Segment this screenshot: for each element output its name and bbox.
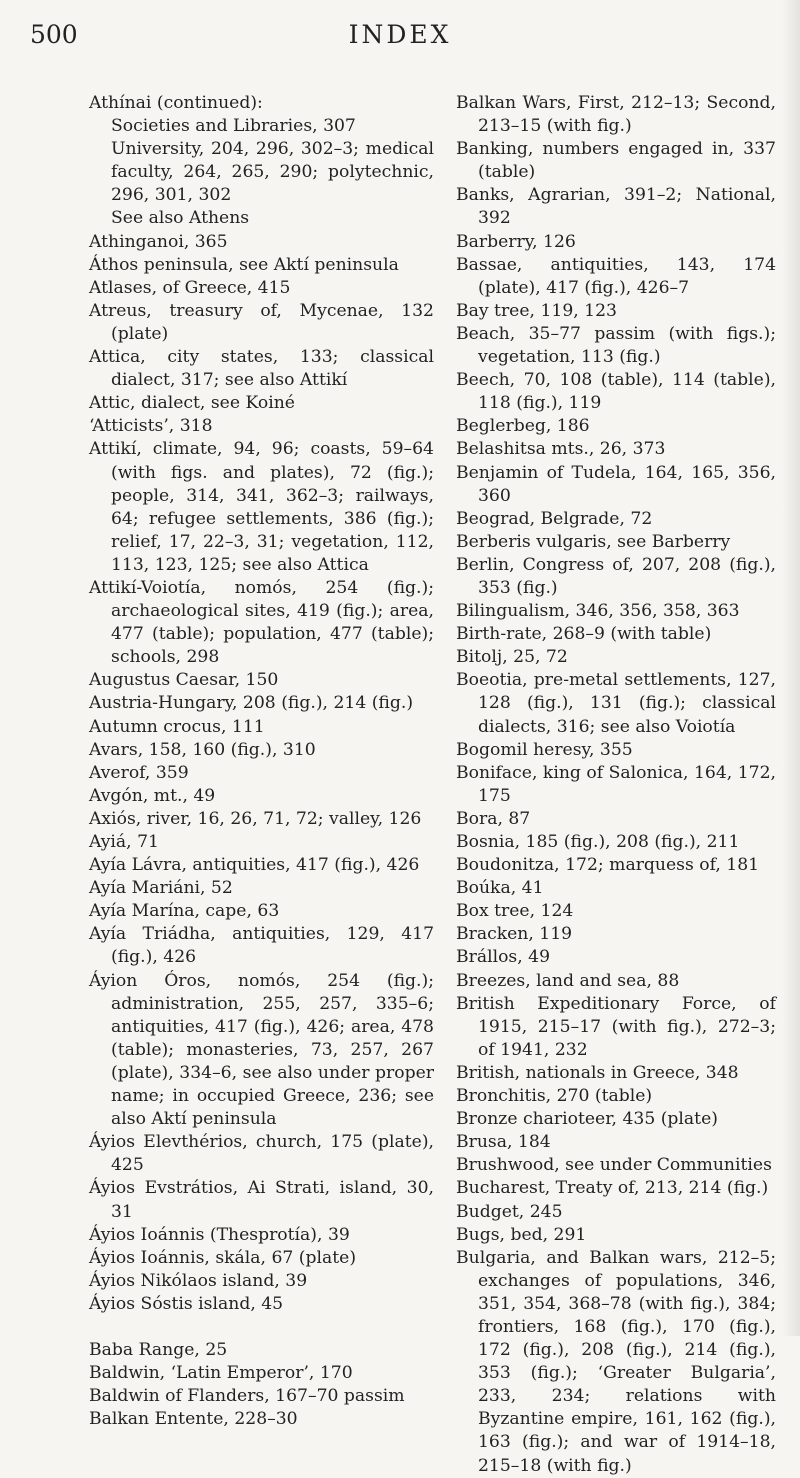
index-entry: Ayía Mariáni, 52 (89, 878, 233, 899)
index-entry: Áyion Óros, nomós, 254 (fig.); administration, 255, 257, 335–6; antiquities, 417 (fig.), 426; area, 478 (table); monasteries, 73, 257, 267 (plate), 334–6, see also under proper name; in occupied Greece, 236; see also Aktí peninsula (89, 970, 434, 1130)
index-entry: Bugs, bed, 291 (456, 1224, 587, 1245)
index-entry: Avars, 158, 160 (fig.), 310 (89, 739, 316, 760)
index-entry: Baldwin, ‘Latin Emperor’, 170 (89, 1363, 353, 1384)
index-entry: Bracken, 119 (456, 924, 573, 945)
index-entry: Bronchitis, 270 (table) (456, 1086, 653, 1107)
index-entry: Bosnia, 185 (fig.), 208 (fig.), 211 (456, 832, 740, 852)
index-entry: Áthos peninsula, see Aktí peninsula (89, 254, 399, 275)
page-number: 500 (30, 20, 78, 49)
index-entry: Atlases, of Greece, 415 (89, 277, 291, 298)
index-entry: Beglerbeg, 186 (456, 416, 590, 437)
index-entry: Balkan Wars, First, 212–13; Second, 213–15 (with fig.) (456, 93, 776, 137)
index-entry: Brállos, 49 (456, 947, 551, 968)
index-entry: Bitolj, 25, 72 (456, 647, 568, 668)
index-entry: Box tree, 124 (456, 901, 574, 922)
index-entry: Athinganoi, 365 (89, 231, 228, 252)
index-entry: Áyios Nikólaos island, 39 (89, 1270, 308, 1291)
index-entry: Boeotia, pre-metal settlements, 127, 128 (fig.), 131 (fig.); classical dialects, 316; see also Voiotía (456, 670, 776, 737)
index-entry: Boniface, king of Salonica, 164, 172, 175 (456, 762, 776, 806)
index-entry: Bronze charioteer, 435 (plate) (456, 1109, 718, 1130)
index-entry: Brushwood, see under Communities (456, 1155, 772, 1176)
index-entry: Beech, 70, 108 (table), 114 (table), 118 (fig.), 119 (456, 370, 776, 414)
index-entry: Ayía Lávra, antiquities, 417 (fig.), 426 (89, 855, 420, 876)
index-entry: Bilingualism, 346, 356, 358, 363 (456, 601, 740, 622)
index-entry: Axiós, river, 16, 26, 71, 72; valley, 126 (89, 808, 422, 829)
index-entry: Budget, 245 (456, 1201, 563, 1222)
index-entry: Athínai (continued): (89, 93, 263, 113)
index-entry: Atreus, treasury of, Mycenae, 132 (plate) (89, 300, 434, 344)
page-title: INDEX (348, 20, 452, 49)
index-entry: Ayiá, 71 (89, 832, 159, 852)
index-entry: Bulgaria, and Balkan wars, 212–5; exchanges of populations, 346, 351, 354, 368–78 (with fig.), 384; frontiers, 168 (fig.), 170 (fig.), 172 (fig.), 208 (fig.), 214 (fig.), 353 (fig.); ‘Greater Bulgaria’, 233, 234; relations with Byzantine empire, 161, 162 (fig.), 163 (fig.); and war of 1914–18, 215–18 (with fig.) (456, 1247, 776, 1476)
index-entry: British, nationals in Greece, 348 (456, 1062, 739, 1083)
page-edge-shadow (782, 0, 800, 1336)
index-entry: Avgón, mt., 49 (89, 785, 216, 806)
index-entry: Berlin, Congress of, 207, 208 (fig.), 353 (fig.) (456, 554, 776, 598)
index-entry: Augustus Caesar, 150 (89, 670, 279, 691)
index-entry: Áyios Ioánnis, skála, 67 (plate) (89, 1247, 357, 1268)
index-entry: Bassae, antiquities, 143, 174 (plate), 417 (fig.), 426–7 (456, 254, 776, 298)
index-entry: Bora, 87 (456, 808, 531, 829)
index-entry: Banking, numbers engaged in, 337 (table) (456, 139, 776, 183)
index-entry: ‘Atticists’, 318 (89, 416, 213, 437)
index-entry: Averof, 359 (89, 762, 189, 783)
index-entry: Balkan Entente, 228–30 (89, 1409, 298, 1430)
index-entry: Boudonitza, 172; marquess of, 181 (456, 855, 760, 876)
index-entry: Boúka, 41 (456, 878, 544, 899)
index-entry: Baba Range, 25 (89, 1339, 228, 1360)
index-entry: Baldwin of Flanders, 167–70 passim (89, 1386, 405, 1407)
index-entry: Attikí-Voiotía, nomós, 254 (fig.); archaeological sites, 419 (fig.); area, 477 (table); population, 477 (table); schools, 298 (89, 577, 434, 668)
index-subentry: Societies and Libraries, 307 (111, 116, 356, 137)
index-entry: Attic, dialect, see Koiné (89, 393, 295, 414)
index-entry: Brusa, 184 (456, 1132, 551, 1153)
index-entry: Birth-rate, 268–9 (with table) (456, 624, 712, 645)
index-entry: Beograd, Belgrade, 72 (456, 508, 653, 529)
index-entry: Áyios Evstrátios, Ai Strati, island, 30, 31 (89, 1178, 434, 1222)
index-entry: Áyios Elevthérios, church, 175 (plate), 425 (89, 1132, 434, 1176)
index-entry: Breezes, land and sea, 88 (456, 970, 680, 991)
index-entry: Banks, Agrarian, 391–2; National, 392 (456, 185, 776, 229)
index-entry: Beach, 35–77 passim (with figs.); vegetation, 113 (fig.) (456, 323, 776, 368)
page-header (0, 8, 800, 48)
index-entry: Berberis vulgaris, see Barberry (456, 531, 731, 552)
index-entry: Áyios Ioánnis (Thesprotía), 39 (89, 1224, 350, 1245)
index-entry: Attica, city states, 133; classical dialect, 317; see also Attikí (89, 347, 434, 391)
right-column (456, 92, 776, 1478)
index-entry: Autumn crocus, 111 (89, 716, 265, 737)
index-entry: Ayía Triádha, antiquities, 129, 417 (fig.), 426 (89, 924, 434, 968)
index-entry: Barberry, 126 (456, 231, 576, 252)
index-entry: Belashitsa mts., 26, 373 (456, 439, 666, 460)
index-entry: Benjamin of Tudela, 164, 165, 356, 360 (456, 462, 776, 506)
index-entry: Bucharest, Treaty of, 213, 214 (fig.) (456, 1178, 769, 1199)
index-entry: British Expeditionary Force, of 1915, 215–17 (with fig.), 272–3; of 1941, 232 (456, 993, 776, 1060)
left-column (89, 92, 434, 1431)
index-subentry: See also Athens (111, 208, 250, 229)
index-subentry: University, 204, 296, 302–3; medical faculty, 264, 265, 290; polytechnic, 296, 301, 302 (111, 139, 434, 206)
index-entry: Bogomil heresy, 355 (456, 739, 633, 760)
index-entry: Austria-Hungary, 208 (fig.), 214 (fig.) (89, 693, 414, 714)
index-entry: Áyios Sóstis island, 45 (89, 1293, 284, 1314)
index-entry: Bay tree, 119, 123 (456, 300, 617, 321)
index-entry: Attikí, climate, 94, 96; coasts, 59–64 (with figs. and plates), 72 (fig.); people, 314, 341, 362–3; railways, 64; refugee settlements, 386 (fig.); relief, 17, 22–3, 31; vegetation, 112, 113, 123, 125; see also Attica (89, 439, 434, 575)
index-entry: Ayía Marína, cape, 63 (89, 901, 280, 922)
